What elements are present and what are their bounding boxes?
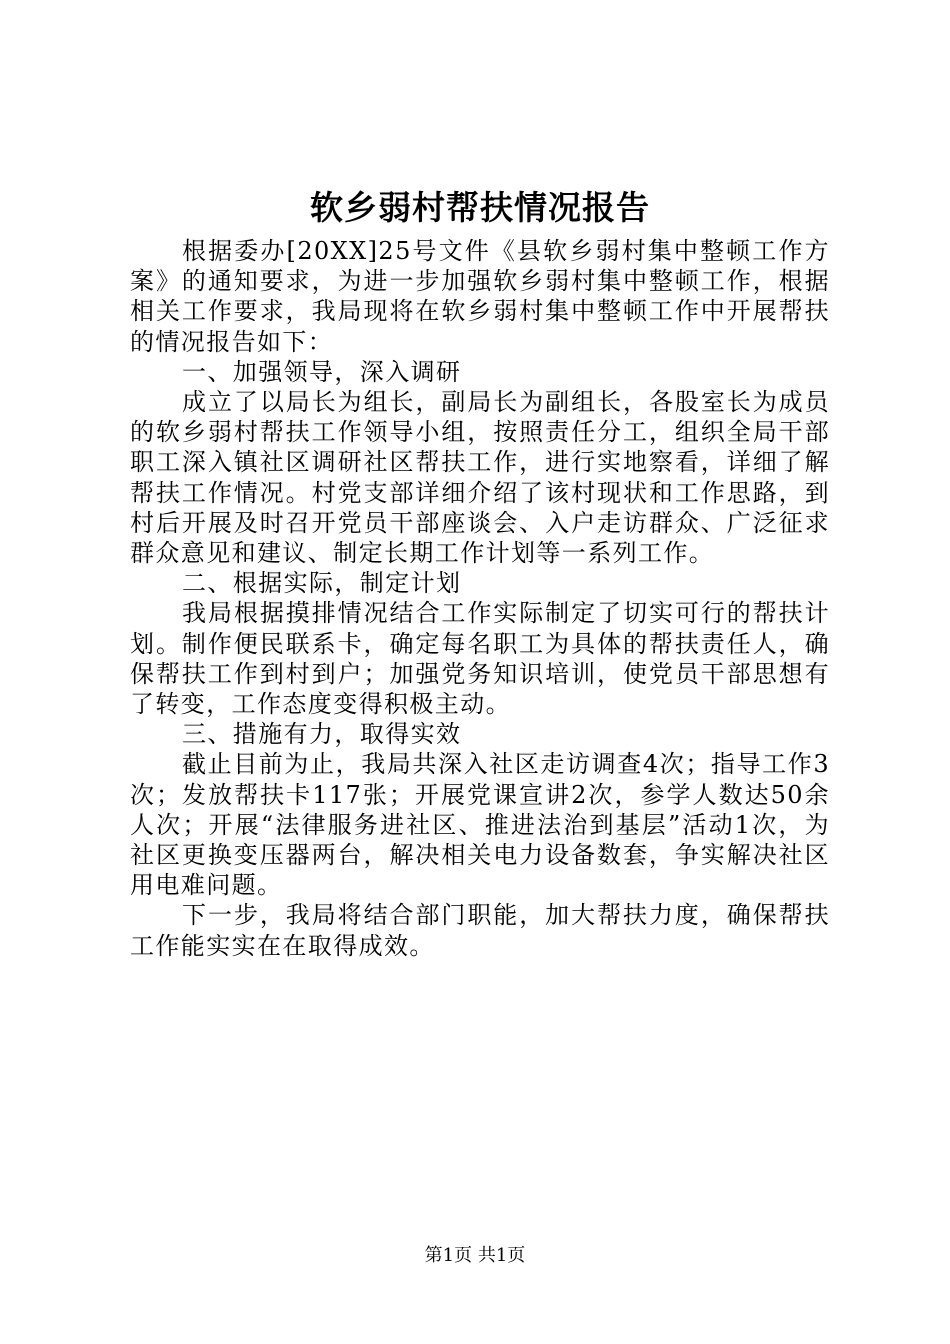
- section-3-paragraph: 截止目前为止，我局共深入社区走访调查4次；指导工作3次；发放帮扶卡117张；开展党课宣讲2次，参学人数达50余人次；开展“法律服务进社区、推进法治到基层”活动1次，为社区更换变压器两台，解决相关电力设备数套，争实解决社区用电难问题。: [130, 750, 830, 900]
- page-footer: 第1页 共1页: [424, 1245, 526, 1266]
- section-heading-1: 一、加强领导，深入调研: [182, 357, 462, 386]
- section-heading-3: 三、措施有力，取得实效: [182, 720, 462, 749]
- closing-paragraph: 下一步，我局将结合部门职能，加大帮扶力度，确保帮扶工作能实实在在取得成效。: [130, 901, 830, 960]
- section-1-paragraph: 成立了以局长为组长，副局长为副组长，各股室长为成员的软乡弱村帮扶工作领导小组，按照责任分工，组织全局干部职工深入镇社区调研社区帮扶工作，进行实地察看，详细了解帮扶工作情况。村党支部详细介绍了该村现状和工作思路，到村后开展及时召开党员干部座谈会、入户走访群众、广泛征求群众意见和建议、制定长期工作计划等一系列工作。: [130, 388, 830, 568]
- section-2-paragraph: 我局根据摸排情况结合工作实际制定了切实可行的帮扶计划。制作便民联系卡，确定每名职工为具体的帮扶责任人，确保帮扶工作到村到户；加强党务知识培训，使党员干部思想有了转变，工作态度变得积极主动。: [130, 599, 830, 719]
- intro-paragraph: 根据委办[20XX]25号文件《县软乡弱村集中整顿工作方案》的通知要求，为进一步加强软乡弱村集中整顿工作，根据相关工作要求，我局现将在软乡弱村集中整顿工作中开展帮扶的情况报告如下：: [130, 237, 830, 356]
- document-body: [130, 180, 830, 961]
- document-title: 软乡弱村帮扶情况报告: [310, 188, 650, 227]
- section-heading-2: 二、根据实际，制定计划: [182, 569, 462, 598]
